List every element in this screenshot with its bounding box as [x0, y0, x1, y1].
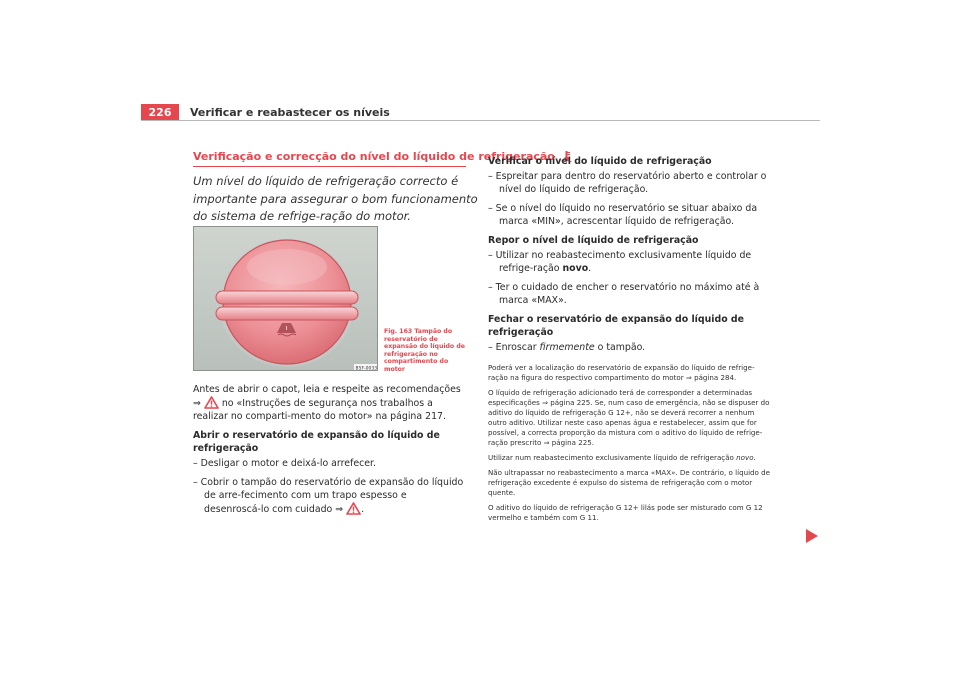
note-new-coolant-c: .	[753, 453, 756, 462]
next-page-arrow-icon[interactable]	[806, 529, 818, 543]
step-screw-cap	[488, 341, 770, 354]
step-use-new-coolant-c: .	[588, 263, 592, 274]
note-new-coolant-a: Utilizar num reabastecimento exclusivamente líquido de refrigeração	[488, 453, 737, 462]
step-screw-cap-italic: firmemente	[539, 342, 595, 353]
step-use-new-coolant	[488, 249, 770, 275]
figure-code: B5F-0033	[355, 366, 378, 371]
warning-icon[interactable]	[346, 502, 361, 515]
header-divider	[141, 120, 820, 121]
figure-caption	[384, 328, 466, 373]
heading-close-reservoir: Fechar o reservatório de expansão do líquido de refrigeração	[488, 314, 744, 338]
note-location: Poderá ver a localização do reservatório de expansão do líquido de refrige-ração na figura do respectivo compartimento do motor ⇒ página 284.	[488, 363, 755, 382]
step-cover-cap	[193, 476, 466, 516]
heading-open-reservoir: Abrir o reservatório de expansão do líquido de refrigeração	[193, 430, 440, 454]
step-add-coolant: – Se o nível do líquido no reservatório se situar abaixo da marca «MIN», acrescentar líquido de refrigeração.	[488, 203, 758, 227]
step-check-level: – Espreitar para dentro do reservatório aberto e controlar o nível do líquido de refrigeração.	[488, 171, 767, 195]
left-column-text	[193, 383, 466, 516]
heading-check-level: Verificar o nível do líquido de refrigeração	[488, 156, 712, 167]
note-new-coolant	[488, 453, 770, 463]
paragraph-safety-note	[193, 383, 466, 423]
figure-caption-text: Tampão do reservatório de expansão do líquido de refrigeração no compartimento do motor	[384, 328, 465, 373]
coolant-cap-illustration	[194, 227, 378, 371]
note-specifications: O líquido de refrigeração adicionado terá de corresponder a determinadas especificações ⇒ página 225. Se, num caso de emergência, não se dispuser do aditivo do líquido de refrigeração G 12+, não se deverá recorrer a nenhum outro aditivo. Utilizar neste caso apenas água e restabelecer, assim que for possível, a correcta proporção da mistura com o aditivo do líquido de refrige-ração prescrito ⇒ página 225.	[488, 388, 770, 447]
heading-refill: Repor o nível de líquido de refrigeração	[488, 235, 699, 246]
section-title-underline	[193, 166, 466, 167]
right-column-text	[488, 155, 770, 523]
running-header: Verificar e reabastecer os níveis	[190, 106, 390, 119]
figure-coolant-cap	[193, 226, 378, 371]
step-fill-to-max: – Ter o cuidado de encher o reservatório no máximo até à marca «MAX».	[488, 282, 760, 306]
section-title	[193, 150, 555, 163]
step-use-new-coolant-bold: novo	[562, 263, 589, 274]
section-intro: Um nível do líquido de refrigeração correcto é importante para assegurar o bom funcionamento do sistema de refrige-ração do motor.	[193, 174, 478, 223]
page-number: 226	[141, 104, 179, 121]
figure-caption-number: Fig. 163	[384, 328, 413, 335]
note-max-mark: Não ultrapassar no reabastecimento a marca «MAX». De contrário, o líquido de refrigeração excedente é expulso do sistema de refrigeração com o motor quente.	[488, 468, 771, 497]
warning-icon[interactable]	[204, 396, 219, 409]
step-screw-cap-a: – Enroscar	[488, 342, 540, 353]
step-use-new-coolant-a: – Utilizar no reabastecimento exclusivamente líquido de refrige-ração	[488, 250, 752, 274]
step-cover-cap-text: – Cobrir o tampão do reservatório de expansão do líquido de arre-fecimento com um trapo espesso e desenroscá-lo com cuidado ⇒	[193, 477, 464, 515]
note-new-coolant-italic: novo	[736, 453, 754, 462]
note-additive-mix: O aditivo do líquido de refrigeração G 12+ lilás pode ser misturado com G 12 vermelho e também com G 11.	[488, 503, 763, 522]
step-cover-cap-end: .	[361, 504, 365, 515]
step-screw-cap-c: o tampão.	[594, 342, 646, 353]
section-title-text: Verificação e correcção do nível do líquido de refrigeração	[193, 150, 555, 163]
paragraph-safety-note-a: Antes de abrir o capot, leia e respeite as recomendações ⇒	[193, 384, 461, 409]
paragraph-safety-note-b: no «Instruções de segurança nos trabalhos a realizar no comparti-mento do motor» na página 217.	[193, 398, 446, 422]
step-switch-off-engine: – Desligar o motor e deixá-lo arrefecer.	[193, 458, 376, 469]
